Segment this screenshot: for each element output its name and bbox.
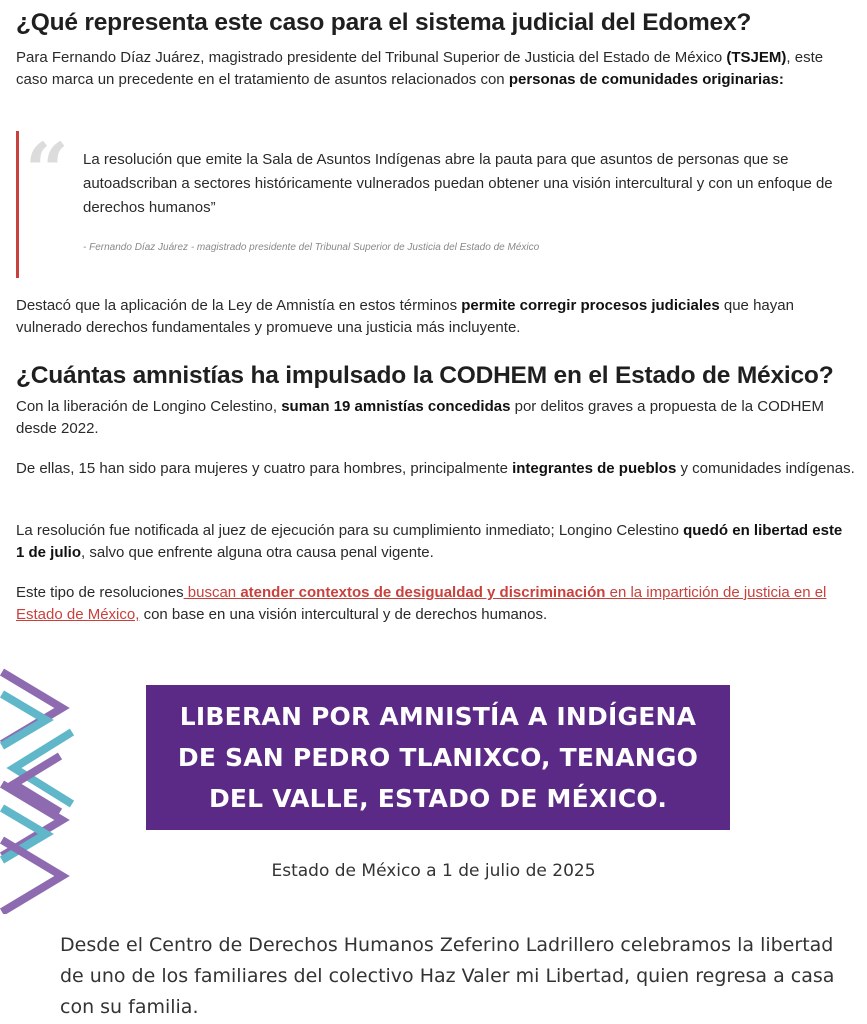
text-run: Para Fernando Díaz Juárez, magistrado presidente del Tribunal Superior de Justicia del Estado de México (16, 49, 727, 66)
paragraph-notification (16, 520, 851, 564)
paragraph-breakdown (16, 458, 861, 480)
paragraph-count (16, 396, 851, 440)
bold-run: personas de comunidades originarias: (508, 71, 784, 88)
quote-mark-icon: “ (25, 126, 69, 215)
bold-run: suman 19 amnistías concedidas (281, 398, 511, 415)
text-run: Este tipo de resoluciones (16, 584, 184, 601)
text-run: La resolución fue notificada al juez de ejecución para su cumplimiento inmediato; Longino Celestino (16, 522, 684, 539)
bold-run: (TSJEM) (726, 49, 787, 66)
text-run: con base en una visión intercultural y de derechos humanos. (139, 606, 548, 623)
bold-run: integrantes de pueblos (512, 460, 677, 477)
quote-author: - Fernando Díaz Juárez - magistrado presidente del Tribunal Superior de Justicia del Estado de México (83, 242, 540, 253)
press-release-body: Desde el Centro de Derechos Humanos Zeferino Ladrillero celebramos la libertad de uno de los familiares del colectivo Haz Valer mi Libertad, quien regresa a casa con su familia. (60, 934, 835, 1018)
text-run: , salvo que enfrente alguna otra causa penal vigente. (81, 544, 434, 561)
section-heading-judicial: ¿Qué representa este caso para el sistema judicial del Edomex? (16, 9, 752, 36)
intro-paragraph (16, 47, 851, 91)
press-release-dateline: Estado de México a 1 de julio de 2025 (271, 861, 596, 881)
text-run: por delitos graves a propuesta de la CODHEM desde 2022. (16, 398, 824, 437)
link-text: en la impartición de justicia en el Estado de México, (16, 584, 827, 623)
paragraph-amnesty-law (16, 295, 851, 339)
text-run: que hayan vulnerado derechos fundamentales y promueve una justicia más incluyente. (16, 297, 794, 336)
section-heading-amnesties: ¿Cuántas amnistías ha impulsado la CODHEM en el Estado de México? (16, 362, 834, 389)
text-run: Con la liberación de Longino Celestino, (16, 398, 282, 415)
link-text: buscan (183, 584, 241, 601)
blockquote (16, 126, 855, 278)
bold-run: permite corregir procesos judiciales (461, 297, 720, 314)
text-run: y comunidades indígenas. (676, 460, 855, 477)
banner-title: LIBERAN POR AMNISTÍA A INDÍGENA DE SAN PEDRO TLANIXCO, TENANGO DEL VALLE, ESTADO DE MÉXICO. (177, 702, 699, 813)
chevron-teal-1 (2, 694, 46, 746)
link-bold-text: atender contextos de desigualdad y discriminación (240, 584, 606, 601)
text-run: De ellas, 15 han sido para mujeres y cuatro para hombres, principalmente (16, 460, 513, 477)
bold-run: quedó en libertad este 1 de julio (16, 522, 843, 561)
text-run: , este caso marca un precedente en el tratamiento de asuntos relacionados con (16, 49, 824, 88)
quote-text: La resolución que emite la Sala de Asuntos Indígenas abre la pauta para que asuntos de personas que se autoadscriban a sectores históricamente vulnerados puedan obtener una visión intercultural y con un enfoque de derechos humanos” (83, 151, 833, 216)
paragraph-resolutions (16, 582, 851, 626)
press-release-banner (146, 685, 730, 830)
text-run: Destacó que la aplicación de la Ley de Amnistía en estos términos (16, 297, 462, 314)
